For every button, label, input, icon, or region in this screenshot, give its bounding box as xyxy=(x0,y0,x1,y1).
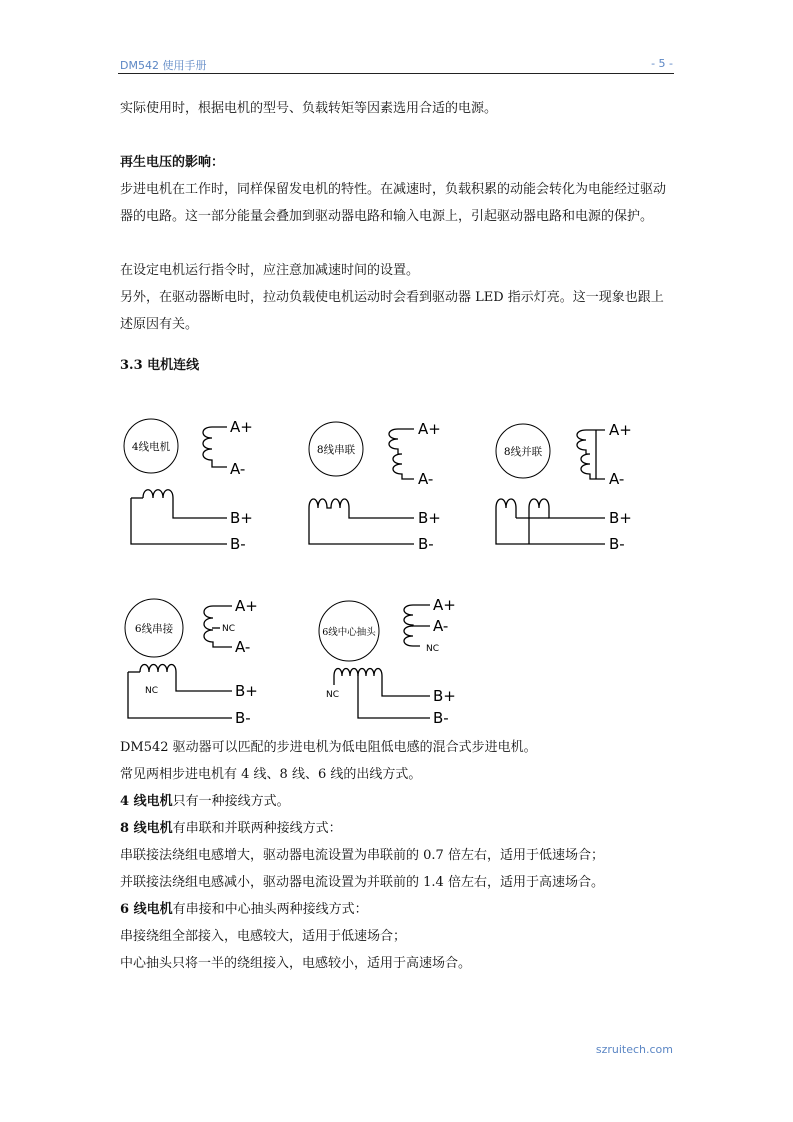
diagram-eight-parallel xyxy=(496,421,632,553)
header-title: DM542 使用手册 xyxy=(120,59,207,72)
regen-paragraph-2: 在设定电机运行指令时，应注意加减速时间的设置。 xyxy=(120,263,420,278)
eight-wire-text: 有串联和并联两种接线方式： xyxy=(172,821,342,836)
diagram-eight-series xyxy=(309,420,441,553)
label-eight-series: 8线串联 xyxy=(316,444,356,456)
terminal-a-minus: A- xyxy=(230,460,246,478)
terminal-b-minus: B- xyxy=(235,709,251,727)
series-paragraph: 串联接法绕组电感增大，驱动器电流设置为串联前的 0.7 倍左右，适用于低速场合； xyxy=(120,848,604,863)
terminal-a-minus: A- xyxy=(418,470,434,488)
terminal-b-minus: B- xyxy=(433,709,449,727)
six-center-paragraph: 中心抽头只将一半的绕组接入，电感较小，适用于高速场合。 xyxy=(120,956,472,971)
eight-wire-paragraph xyxy=(120,815,676,842)
terminal-a-minus: A- xyxy=(609,470,625,488)
terminal-nc: NC xyxy=(145,686,159,696)
terminal-a-plus: A+ xyxy=(433,596,456,614)
wiring-diagrams xyxy=(0,400,793,735)
terminal-b-plus: B+ xyxy=(433,687,456,705)
diagram-six-center-tap xyxy=(319,596,456,727)
terminal-a-plus: A+ xyxy=(235,597,258,615)
six-series-paragraph: 串接绕组全部接入，电感较大，适用于低速场合； xyxy=(120,929,407,944)
terminal-nc: NC xyxy=(426,644,440,654)
diagram-six-series xyxy=(125,597,258,727)
terminal-b-plus: B+ xyxy=(235,682,258,700)
terminal-b-plus: B+ xyxy=(609,509,632,527)
label-eight-parallel: 8线并联 xyxy=(503,446,543,458)
page-number: - 5 - xyxy=(651,57,673,70)
regen-heading: 再生电压的影响： xyxy=(120,155,225,170)
footer-site: szruitech.com xyxy=(595,1043,673,1056)
regen-paragraph-1: 步进电机在工作时，同样保留发电机的特性。在减速时，负载积累的动能会转化为电能经过驱动器的电路。这一部分能量会叠加到驱动器电路和输入电源上，引起驱动器电路和电源的保护。 xyxy=(120,182,667,224)
terminal-b-minus: B- xyxy=(609,535,625,553)
four-wire-text: 只有一种接线方式。 xyxy=(172,794,290,809)
label-six-series: 6线串接 xyxy=(134,623,174,635)
four-wire-label: 4 线电机 xyxy=(120,794,173,809)
wiring-types-paragraph: 常见两相步进电机有 4 线、8 线、6 线的出线方式。 xyxy=(120,767,422,782)
section-title: 3.3 电机连线 xyxy=(120,358,200,373)
terminal-nc: NC xyxy=(326,690,340,700)
parallel-paragraph: 并联接法绕组电感减小，驱动器电流设置为并联前的 1.4 倍左右，适用于高速场合。 xyxy=(120,875,604,890)
terminal-a-plus: A+ xyxy=(418,420,441,438)
terminal-a-plus: A+ xyxy=(230,418,253,436)
terminal-b-minus: B- xyxy=(418,535,434,553)
terminal-a-minus: A- xyxy=(235,638,251,656)
terminal-a-minus: A- xyxy=(433,617,449,635)
terminal-b-plus: B+ xyxy=(418,509,441,527)
terminal-b-plus: B+ xyxy=(230,509,253,527)
terminal-nc: NC xyxy=(222,624,236,634)
terminal-b-minus: B- xyxy=(230,535,246,553)
label-six-center: 6线中心抽头 xyxy=(322,627,376,638)
terminal-a-plus: A+ xyxy=(609,421,632,439)
match-paragraph: DM542 驱动器可以匹配的步进电机为低电阻低电感的混合式步进电机。 xyxy=(120,740,537,755)
six-wire-label: 6 线电机 xyxy=(120,902,173,917)
label-four-wire: 4线电机 xyxy=(131,441,171,453)
six-wire-text: 有串接和中心抽头两种接线方式： xyxy=(172,902,368,917)
regen-paragraph-3: 另外，在驱动器断电时，拉动负载使电机运动时会看到驱动器 LED 指示灯亮。这一现象也跟上述原因有关。 xyxy=(120,290,664,332)
diagram-four-wire xyxy=(124,418,253,553)
four-wire-paragraph xyxy=(120,788,676,815)
eight-wire-label: 8 线电机 xyxy=(120,821,173,836)
intro-paragraph: 实际使用时，根据电机的型号、负载转矩等因素选用合适的电源。 xyxy=(120,101,498,116)
header-divider xyxy=(118,73,674,74)
six-wire-paragraph xyxy=(120,896,676,923)
